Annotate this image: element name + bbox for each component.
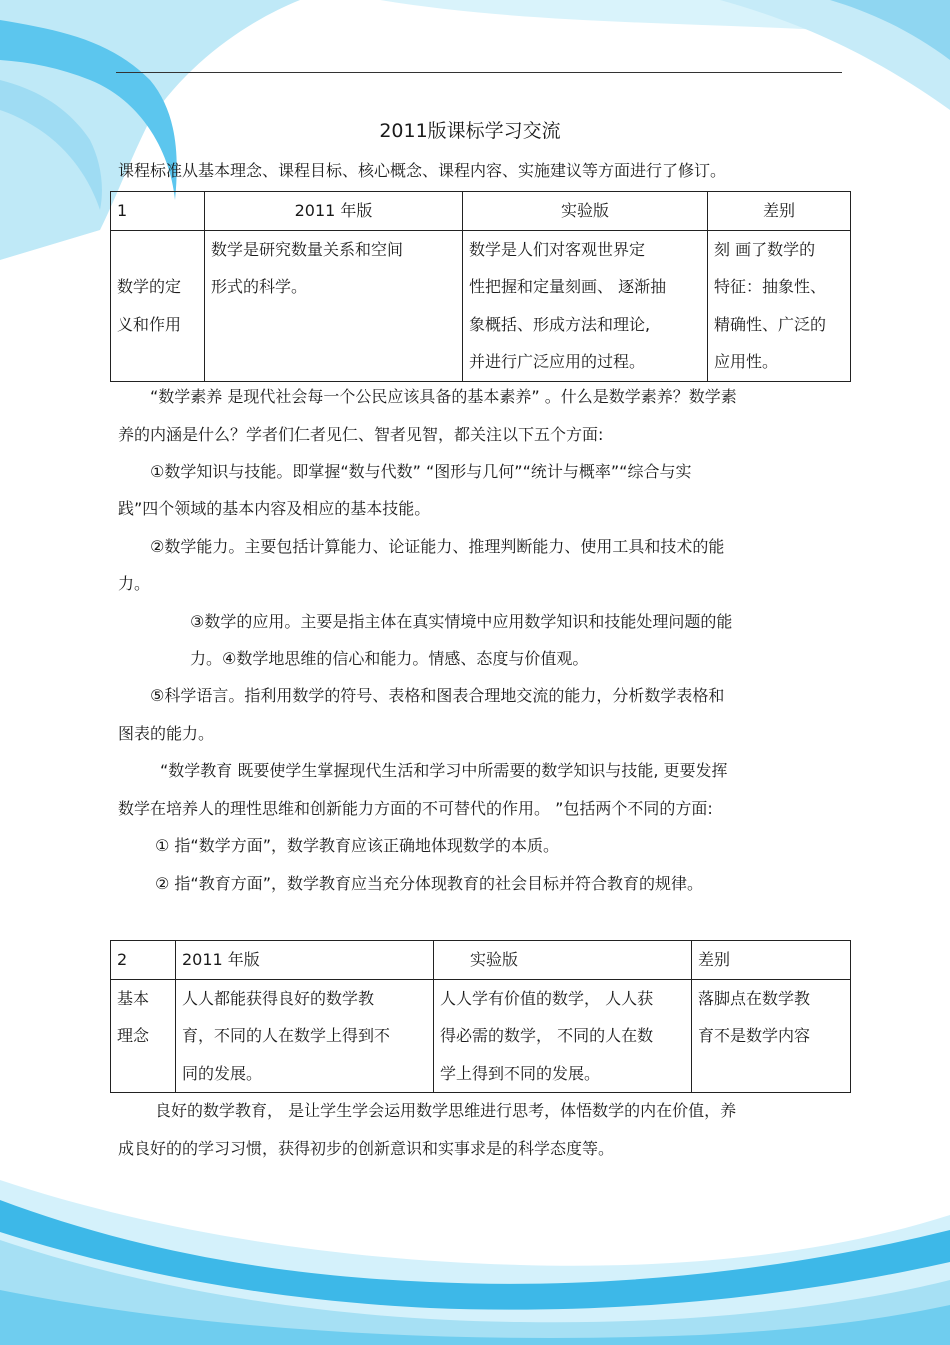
table-header-row xyxy=(111,192,851,231)
paragraph-line: ⑤科学语言。指利用数学的符号、表格和图表合理地交流的能力，分析数学表格和 xyxy=(150,686,725,705)
table-header-cell: 差别 xyxy=(692,941,851,980)
cell-line: 理念 xyxy=(117,1026,150,1045)
paragraph-line: ①数学知识与技能。即掌握“数与代数” “图形与几何”“统计与概率”“综合与实 xyxy=(150,462,692,481)
paragraph-line: ① 指“数学方面”，数学教育应该正确地体现数学的本质。 xyxy=(155,836,560,855)
cell-line: 落脚点在数学教 xyxy=(698,988,811,1008)
cell-line: 刻 画了数学的 xyxy=(714,239,816,259)
table-cell xyxy=(205,230,463,381)
comparison-table-2 xyxy=(110,940,851,1093)
cell-line: 基本 xyxy=(117,988,150,1008)
paragraph-line: ② 指“教育方面”，数学教育应当充分体现教育的社会目标并符合教育的规律。 xyxy=(155,874,704,893)
table-header-cell: 实验版 xyxy=(434,941,692,980)
cell-line: 育不是数学内容 xyxy=(698,1026,811,1045)
cell-line: 精确性、广泛的 xyxy=(714,314,827,334)
paragraph-line: 践”四个领域的基本内容及相应的基本技能。 xyxy=(118,499,431,518)
paragraph-line: 养的内涵是什么？学者们仁者见仁、智者见智，都关注以下五个方面: xyxy=(118,425,604,444)
table-header-row xyxy=(111,941,851,980)
paragraph-line: ②数学能力。主要包括计算能力、论证能力、推理判断能力、使用工具和技术的能 xyxy=(150,537,725,556)
table-row xyxy=(111,979,851,1093)
cell-line: 形式的科学。 xyxy=(211,277,308,296)
paragraph-line: “数学教育 既要使学生掌握现代生活和学习中所需要的数学知识与技能, 更要发挥 xyxy=(160,761,728,780)
cell-line: 性把握和定量刻画、 逐渐抽 xyxy=(469,277,667,296)
comparison-table-1 xyxy=(110,191,851,382)
cell-line: 数学是研究数量关系和空间 xyxy=(211,239,404,259)
table-row-label xyxy=(111,230,205,381)
page-title: 2011版课标学习交流 xyxy=(379,120,561,142)
cell-line: 育，不同的人在数学上得到不 xyxy=(182,1026,391,1045)
table-cell xyxy=(463,230,708,381)
closing-line: 成良好的的学习习惯，获得初步的创新意识和实事求是的科学态度等。 xyxy=(118,1139,615,1158)
cell-line: 数学的定 xyxy=(117,277,182,296)
cell-line: 义和作用 xyxy=(117,314,182,334)
table-header-cell: 2 xyxy=(111,941,176,980)
cell-line: 得必需的数学， 不同的人在数 xyxy=(440,1026,654,1045)
cell-line: 人人都能获得良好的数学教 xyxy=(182,988,375,1008)
paragraph-line: 图表的能力。 xyxy=(118,724,215,743)
paragraph-line: ③数学的应用。主要是指主体在真实情境中应用数学知识和技能处理问题的能 xyxy=(190,612,733,631)
table-cell xyxy=(434,979,692,1093)
paragraph-line: 力。 xyxy=(118,574,151,593)
paragraph-line: 力。④数学地思维的信心和能力。情感、态度与价值观。 xyxy=(190,649,589,668)
cell-line: 学上得到不同的发展。 xyxy=(440,1063,601,1083)
table-header-cell: 实验版 xyxy=(463,192,708,231)
paragraph-line: 数学在培养人的理性思维和创新能力方面的不可替代的作用。 ”包括两个不同的方面: xyxy=(118,799,713,818)
cell-line: 应用性。 xyxy=(714,352,779,371)
table-header-cell: 2011 年版 xyxy=(205,192,463,231)
header-rule xyxy=(116,72,842,73)
paragraph-line: “数学素养 是现代社会每一个公民应该具备的基本素养” 。什么是数学素养？数学素 xyxy=(150,387,737,406)
cell-line: 人人学有价值的数学， 人人获 xyxy=(440,988,654,1008)
table-header-cell: 2011 年版 xyxy=(176,941,434,980)
cell-line: 特征：抽象性、 xyxy=(714,277,827,296)
table-cell xyxy=(692,979,851,1093)
intro-paragraph: 课程标准从基本理念、课程目标、核心概念、课程内容、实施建议等方面进行了修订。 xyxy=(118,161,727,180)
cell-line: 象概括、形成方法和理论, xyxy=(469,314,651,334)
cell-line: 数学是人们对客观世界定 xyxy=(469,239,646,259)
table-header-cell: 1 xyxy=(111,192,205,231)
table-row-label xyxy=(111,979,176,1093)
table-header-cell: 差别 xyxy=(708,192,851,231)
cell-line: 并进行广泛应用的过程。 xyxy=(469,352,646,371)
table-row xyxy=(111,230,851,381)
table-cell xyxy=(176,979,434,1093)
cell-line: 同的发展。 xyxy=(182,1063,263,1083)
table-cell xyxy=(708,230,851,381)
closing-line: 良好的数学教育， 是让学生学会运用数学思维进行思考，体悟数学的内在价值，养 xyxy=(155,1101,737,1120)
